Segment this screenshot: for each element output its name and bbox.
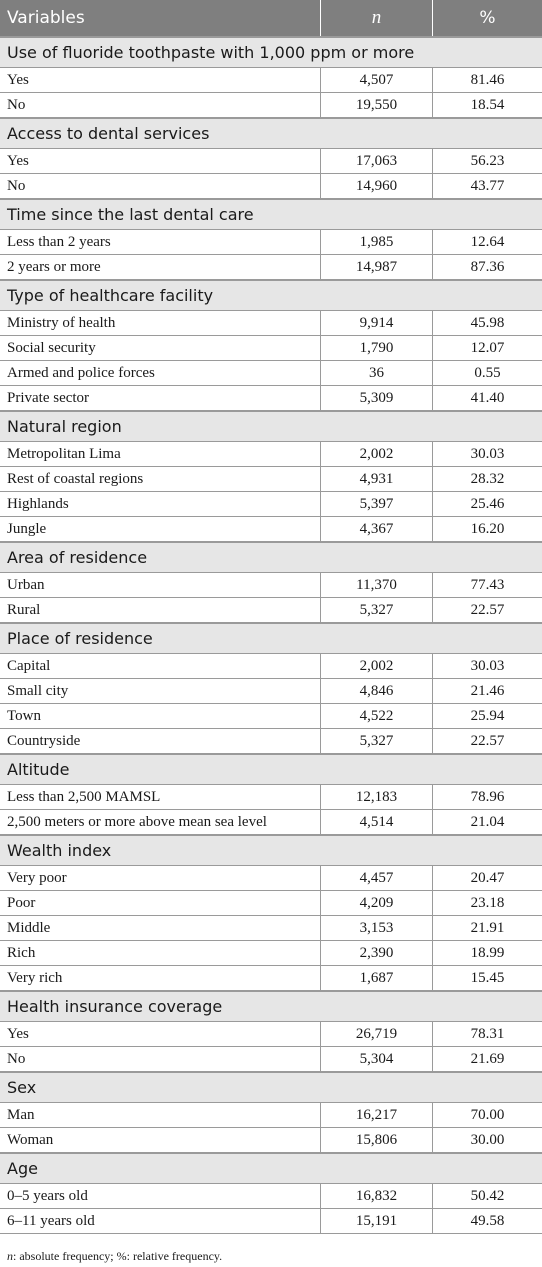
table-row	[0, 1128, 542, 1153]
cell-variable: Capital	[0, 654, 321, 678]
cell-n: 5,397	[321, 492, 433, 516]
cell-percent: 41.40	[470, 389, 505, 406]
section-header	[0, 199, 542, 230]
section-header	[0, 1153, 542, 1184]
cell-variable: Very rich	[0, 966, 321, 990]
cell-percent: 43.77	[470, 177, 505, 194]
cell-variable: Yes	[0, 1022, 321, 1046]
cell-n: 9,914	[321, 311, 433, 335]
cell-n: 2,002	[321, 654, 433, 678]
cell-percent: 18.99	[470, 944, 505, 961]
section-title: Type of healthcare facility	[7, 286, 214, 305]
cell-n: 2,390	[321, 941, 433, 965]
cell-percent: 49.58	[470, 1212, 505, 1229]
table-row	[0, 654, 542, 679]
cell-n: 19,550	[321, 93, 433, 117]
table-row	[0, 517, 542, 542]
cell-variable: Rich	[0, 941, 321, 965]
cell-percent: 15.45	[470, 969, 505, 986]
table-row	[0, 93, 542, 118]
cell-n: 16,217	[321, 1103, 433, 1127]
cell-n: 2,002	[321, 442, 433, 466]
cell-variable: Rural	[0, 598, 321, 622]
table-row	[0, 785, 542, 810]
cell-percent: 21.46	[470, 682, 505, 699]
header-variables: Variables	[0, 0, 321, 36]
cell-variable: Private sector	[0, 386, 321, 410]
cell-variable: Middle	[0, 916, 321, 940]
cell-variable: Less than 2,500 MAMSL	[0, 785, 321, 809]
cell-n: 1,790	[321, 336, 433, 360]
cell-n: 15,806	[321, 1128, 433, 1152]
table-row	[0, 361, 542, 386]
cell-n: 5,304	[321, 1047, 433, 1071]
cell-variable: No	[0, 93, 321, 117]
table-row	[0, 492, 542, 517]
cell-variable: 6–11 years old	[0, 1209, 321, 1233]
table-row	[0, 174, 542, 199]
footnote-n-symbol: n	[7, 1249, 13, 1263]
cell-percent: 30.03	[470, 657, 505, 674]
table-row	[0, 1022, 542, 1047]
cell-n: 26,719	[321, 1022, 433, 1046]
section-header	[0, 542, 542, 573]
cell-variable: Highlands	[0, 492, 321, 516]
section-header	[0, 37, 542, 68]
table-row	[0, 1184, 542, 1209]
section-header	[0, 991, 542, 1022]
table-row	[0, 891, 542, 916]
section-header	[0, 411, 542, 442]
cell-variable: Town	[0, 704, 321, 728]
cell-percent: 12.07	[470, 339, 505, 356]
cell-n: 14,987	[321, 255, 433, 279]
cell-variable: Yes	[0, 68, 321, 92]
cell-variable: No	[0, 1047, 321, 1071]
section-header	[0, 754, 542, 785]
cell-variable: Social security	[0, 336, 321, 360]
cell-variable: Poor	[0, 891, 321, 915]
cell-percent: 16.20	[470, 520, 505, 537]
table-row	[0, 916, 542, 941]
cell-n: 4,514	[321, 810, 433, 834]
table-row	[0, 598, 542, 623]
cell-percent: 22.57	[470, 732, 505, 749]
cell-variable: Ministry of health	[0, 311, 321, 335]
cell-variable: Rest of coastal regions	[0, 467, 321, 491]
table-row	[0, 386, 542, 411]
cell-percent: 25.94	[470, 707, 505, 724]
cell-percent: 81.46	[470, 71, 505, 88]
header-n: n	[321, 0, 433, 36]
cell-percent: 30.00	[470, 1131, 505, 1148]
cell-n: 4,846	[321, 679, 433, 703]
table-row	[0, 442, 542, 467]
footnote-text: : absolute frequency; %: relative frequency.	[13, 1249, 223, 1263]
cell-n: 11,370	[321, 573, 433, 597]
section-title: Health insurance coverage	[7, 997, 223, 1016]
table-body	[0, 37, 542, 1234]
cell-percent: 77.43	[470, 576, 505, 593]
table-row	[0, 1047, 542, 1072]
cell-n: 16,832	[321, 1184, 433, 1208]
cell-percent: 25.46	[470, 495, 505, 512]
cell-percent: 70.00	[470, 1106, 505, 1123]
cell-variable: Jungle	[0, 517, 321, 541]
section-title: Access to dental services	[7, 124, 210, 143]
cell-n: 4,209	[321, 891, 433, 915]
header-percent: %	[479, 8, 496, 28]
table-row	[0, 255, 542, 280]
cell-n: 17,063	[321, 149, 433, 173]
section-title: Sex	[7, 1078, 37, 1097]
table-row	[0, 966, 542, 991]
cell-percent: 22.57	[470, 601, 505, 618]
section-header	[0, 118, 542, 149]
table-row	[0, 336, 542, 361]
section-header	[0, 623, 542, 654]
table-row	[0, 729, 542, 754]
section-title: Use of fluoride toothpaste with 1,000 ppm or more	[7, 43, 415, 62]
cell-n: 4,507	[321, 68, 433, 92]
table-header	[0, 0, 542, 37]
cell-variable: No	[0, 174, 321, 198]
section-header	[0, 1072, 542, 1103]
cell-n: 36	[321, 361, 433, 385]
table-row	[0, 573, 542, 598]
cell-n: 3,153	[321, 916, 433, 940]
cell-n: 1,687	[321, 966, 433, 990]
cell-percent: 23.18	[470, 894, 505, 911]
table-row	[0, 149, 542, 174]
table-row	[0, 679, 542, 704]
cell-n: 5,309	[321, 386, 433, 410]
cell-percent: 12.64	[470, 233, 505, 250]
table-row	[0, 941, 542, 966]
cell-n: 4,367	[321, 517, 433, 541]
table-row	[0, 866, 542, 891]
cell-variable: 2 years or more	[0, 255, 321, 279]
cell-percent: 21.04	[470, 813, 505, 830]
cell-percent: 78.31	[470, 1025, 505, 1042]
table-row	[0, 68, 542, 93]
cell-variable: Yes	[0, 149, 321, 173]
cell-variable: 0–5 years old	[0, 1184, 321, 1208]
cell-n: 14,960	[321, 174, 433, 198]
cell-percent: 30.03	[470, 445, 505, 462]
section-header	[0, 835, 542, 866]
cell-n: 1,985	[321, 230, 433, 254]
cell-percent: 20.47	[470, 869, 505, 886]
cell-variable: Less than 2 years	[0, 230, 321, 254]
cell-percent: 21.69	[470, 1050, 505, 1067]
section-title: Wealth index	[7, 841, 112, 860]
cell-variable: Countryside	[0, 729, 321, 753]
cell-percent: 78.96	[470, 788, 505, 805]
cell-variable: Very poor	[0, 866, 321, 890]
cell-variable: Man	[0, 1103, 321, 1127]
section-title: Area of residence	[7, 548, 148, 567]
table-footnote	[7, 1249, 222, 1264]
cell-variable: Woman	[0, 1128, 321, 1152]
cell-n: 12,183	[321, 785, 433, 809]
cell-percent: 0.55	[474, 364, 501, 381]
cell-variable: Small city	[0, 679, 321, 703]
cell-n: 4,931	[321, 467, 433, 491]
cell-percent: 45.98	[470, 314, 505, 331]
cell-n: 5,327	[321, 729, 433, 753]
cell-n: 4,457	[321, 866, 433, 890]
table-row	[0, 1103, 542, 1128]
table-row	[0, 467, 542, 492]
section-title: Place of residence	[7, 629, 153, 648]
cell-percent: 18.54	[470, 96, 505, 113]
cell-variable: Urban	[0, 573, 321, 597]
table-row	[0, 810, 542, 835]
cell-variable: Metropolitan Lima	[0, 442, 321, 466]
cell-variable: Armed and police forces	[0, 361, 321, 385]
cell-percent: 56.23	[470, 152, 505, 169]
table-row	[0, 311, 542, 336]
cell-percent: 28.32	[470, 470, 505, 487]
section-header	[0, 280, 542, 311]
section-title: Natural region	[7, 417, 122, 436]
cell-variable: 2,500 meters or more above mean sea level	[0, 810, 321, 834]
cell-n: 15,191	[321, 1209, 433, 1233]
table-row	[0, 230, 542, 255]
table-row	[0, 704, 542, 729]
section-title: Time since the last dental care	[7, 205, 254, 224]
cell-n: 5,327	[321, 598, 433, 622]
section-title: Altitude	[7, 760, 70, 779]
cell-percent: 21.91	[470, 919, 505, 936]
cell-n: 4,522	[321, 704, 433, 728]
section-title: Age	[7, 1159, 38, 1178]
cell-percent: 50.42	[470, 1187, 505, 1204]
table-row	[0, 1209, 542, 1234]
cell-percent: 87.36	[470, 258, 505, 275]
